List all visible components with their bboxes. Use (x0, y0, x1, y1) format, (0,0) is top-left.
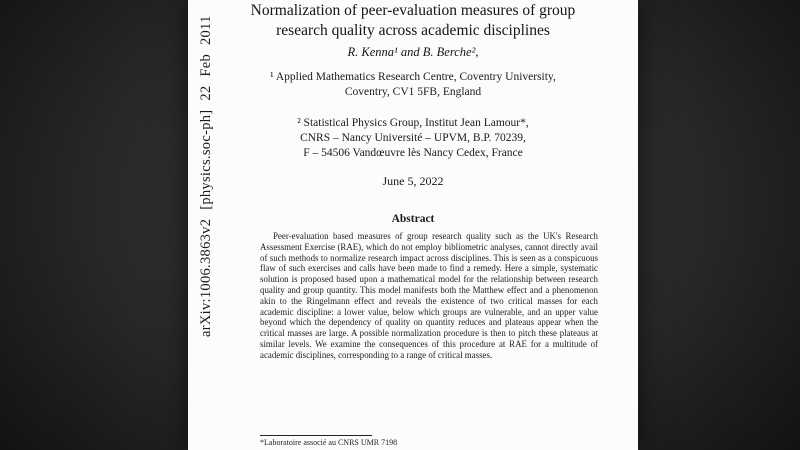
paper-page (188, 0, 638, 450)
authors-line: R. Kenna¹ and B. Berche², (347, 45, 479, 59)
affiliation-1-line-1: ¹ Applied Mathematics Research Centre, Coventry University, (270, 71, 556, 83)
affiliation-2-line-1: ² Statistical Physics Group, Institut Jean Lamour*, (297, 117, 529, 129)
arxiv-watermark: arXiv:1006.3863v2 [physics.soc-ph] 22 Feb 2011 (198, 15, 214, 337)
affiliation-2-line-2: CNRS – Nancy Université – UPVM, B.P. 70239, (300, 132, 526, 144)
affiliation-2 (188, 116, 638, 161)
affiliation-1-line-2: Coventry, CV1 5FB, England (344, 86, 482, 98)
affiliation-1 (188, 70, 638, 100)
affiliation-2-line-3: F – 54506 Vandœuvre lès Nancy Cedex, France (303, 147, 523, 159)
footnote-text: *Laboratoire associé au CNRS UMR 7198 (260, 438, 398, 447)
title-line-2: research quality across academic disciplines (276, 22, 550, 39)
paper-title (188, 1, 638, 41)
title-line-1: Normalization of peer-evaluation measures of group (250, 2, 576, 19)
abstract-heading: Abstract (391, 213, 435, 225)
footnote-rule (260, 435, 372, 436)
date-line: June 5, 2022 (382, 174, 444, 188)
abstract-body: Peer-evaluation based measures of group research quality such as the UK's Research Assessment Exercise (RAE), which do not employ bibliometric analyses, cannot directly avail of such methods to normalize research impact across disciplines. This is seen as a conspicuous flaw of such exercises and calls have been made to find a remedy. Here a simple, systematic solution is proposed based upon a mathematical model for the relationship between research quality and group quantity. This model manifests both the Matthew effect and a phenomenon akin to the Ringelmann effect and reveals the existence of two critical masses for each academic discipline: a lower value, below which groups are vulnerable, and an upper value beyond which the dependency of quality on quantity reduces and plateaus appear when the critical masses are large. A possible normalization procedure is then to pitch these plateaus at similar levels. We examine the consequences of this procedure at RAE for a multitude of academic disciplines, corresponding to a range of critical masses. (260, 231, 598, 360)
